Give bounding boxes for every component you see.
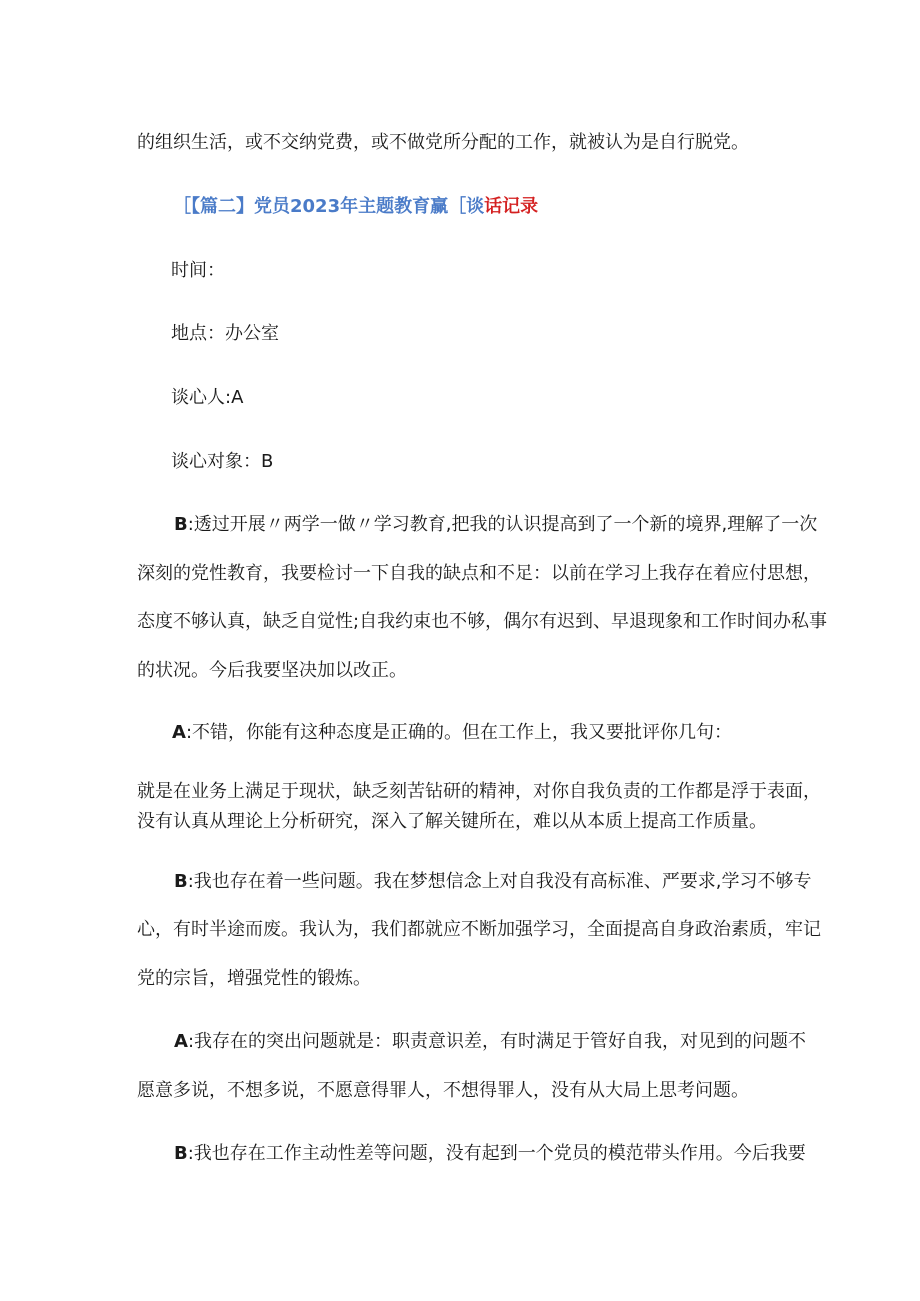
speaker-label: B xyxy=(174,871,188,892)
meta-place: 地点：办公室 xyxy=(171,323,279,344)
intro-line: 的组织生活，或不交纳党费，或不做党所分配的工作，就被认为是自行脱党。 xyxy=(137,132,749,153)
speaker-label: B xyxy=(174,1143,188,1164)
heading-blue-part: ［【篇二】党员2023年主题教育赢［谈 xyxy=(173,196,485,217)
paragraph-line xyxy=(174,870,812,894)
paragraph-text: :我也存在着一些问题。我在梦想信念上对自我没有高标准、严要求,学习不够专 xyxy=(187,871,812,892)
paragraph-text: :我也存在工作主动性差等问题，没有起到一个党员的模范带头作用。今后我要 xyxy=(187,1143,806,1164)
paragraph-text: :我存在的突出问题就是：职责意识差，有时满足于管好自我，对见到的问题不 xyxy=(187,1031,806,1052)
paragraph-line xyxy=(172,721,732,745)
heading-red-part: 话记录 xyxy=(484,196,539,217)
meta-target: 谈心对象：B xyxy=(171,451,274,472)
speaker-label: A xyxy=(172,722,186,743)
paragraph-line xyxy=(174,1030,806,1054)
meta-talker: 谈心人:A xyxy=(171,387,244,408)
speaker-label: B xyxy=(174,514,188,535)
paragraph-text: :不错，你能有这种态度是正确的。但在工作上，我又要批评你几句： xyxy=(185,722,732,743)
paragraph-line: 态度不够认真，缺乏自觉性;自我约束也不够，偶尔有迟到、早退现象和工作时间办私事 xyxy=(137,611,828,632)
paragraph-line xyxy=(174,513,817,537)
speaker-label: A xyxy=(174,1031,188,1052)
paragraph-line: 心，有时半途而废。我认为，我们都就应不断加强学习，全面提高自身政治素质，牢记 xyxy=(137,919,821,940)
paragraph-text: :透过开展〃两学一做〃学习教育,把我的认识提高到了一个新的境界,理解了一次 xyxy=(187,514,818,535)
paragraph-line: 的状况。今后我要坚决加以改正。 xyxy=(137,660,407,681)
section-heading xyxy=(173,195,538,219)
paragraph-line: 党的宗旨，增强党性的锻炼。 xyxy=(137,968,371,989)
paragraph-line: 就是在业务上满足于现状，缺乏刻苦钻研的精神，对你自我负责的工作都是浮于表面， xyxy=(137,781,821,802)
paragraph-line: 愿意多说，不想多说，不愿意得罪人，不想得罪人，没有从大局上思考问题。 xyxy=(137,1080,749,1101)
paragraph-line: 没有认真从理论上分析研究，深入了解关键所在，难以从本质上提高工作质量。 xyxy=(137,811,767,832)
paragraph-line: 深刻的党性教育，我要检讨一下自我的缺点和不足：以前在学习上我存在着应付思想， xyxy=(137,563,821,584)
paragraph-line xyxy=(174,1142,806,1166)
meta-time: 时间： xyxy=(171,260,225,281)
